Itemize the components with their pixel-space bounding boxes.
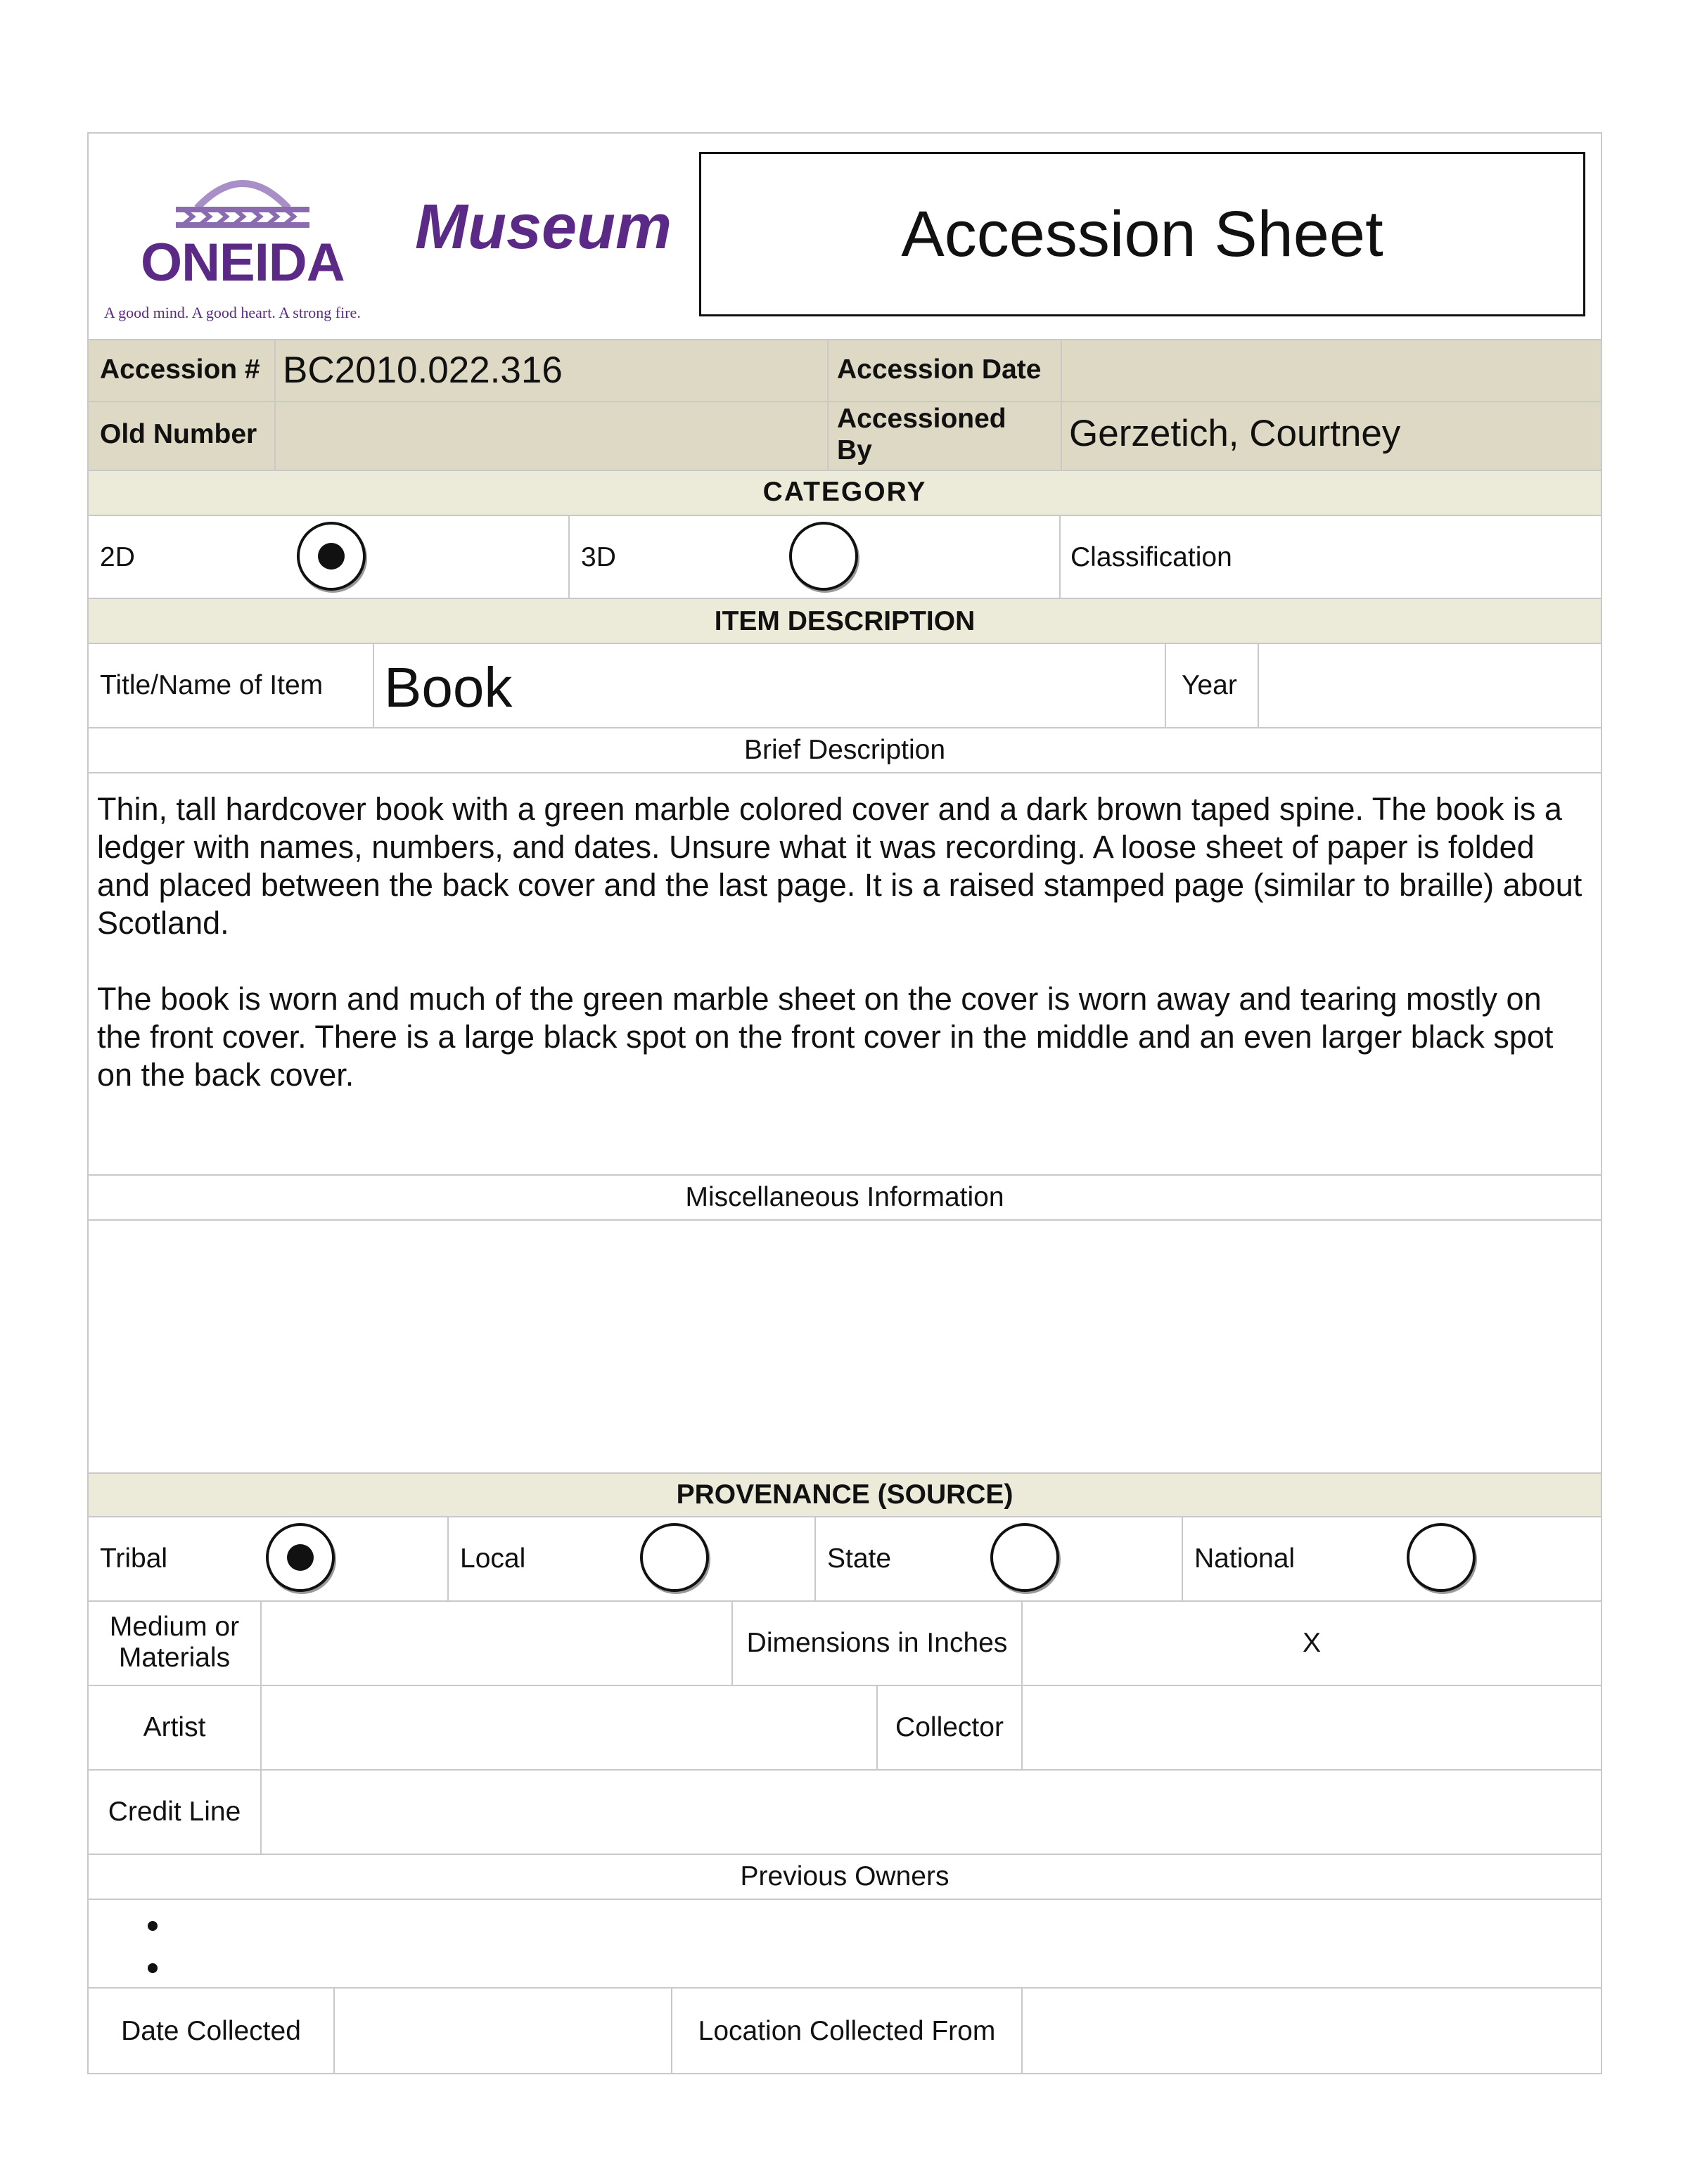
misc-info-label: Miscellaneous Information: [685, 1182, 1004, 1212]
location-collected-field[interactable]: [1023, 1989, 1601, 2073]
accession-number-value[interactable]: BC2010.022.316: [283, 349, 563, 391]
misc-info-field[interactable]: [89, 1221, 1601, 1472]
provenance-state-radio[interactable]: [990, 1523, 1059, 1592]
medium-label: Medium or Materials: [109, 1612, 240, 1673]
title-value[interactable]: Book: [384, 656, 513, 719]
previous-owners-field[interactable]: [169, 1906, 1597, 1983]
category-3d-radio[interactable]: [789, 522, 858, 591]
accessioned-by-value[interactable]: Gerzetich, Courtney: [1069, 413, 1401, 454]
accession-date-label: Accession Date: [837, 354, 1042, 385]
credit-line-field[interactable]: [262, 1771, 1601, 1854]
title-label: Title/Name of Item: [100, 670, 324, 700]
previous-owners-label: Previous Owners: [740, 1861, 950, 1891]
old-number-label: Old Number: [100, 419, 257, 449]
date-collected-field[interactable]: [335, 1989, 671, 2073]
year-label: Year: [1182, 670, 1237, 700]
medium-field[interactable]: [262, 1602, 731, 1685]
description-paragraph-2: The book is worn and much of the green marble sheet on the cover is worn away and tearing mostly on the front cover. There is a large black spot on the front cover in the middle and an even larger black spot on the back cover.: [97, 981, 1554, 1093]
provenance-tribal-radio[interactable]: [266, 1523, 335, 1592]
oneida-logo-arch-icon: [169, 166, 316, 236]
previous-owner-bullet-1: [148, 1921, 158, 1931]
provenance-national-label: National: [1194, 1543, 1296, 1574]
classification-label: Classification: [1070, 542, 1232, 572]
provenance-tribal-label: Tribal: [100, 1543, 168, 1574]
org-name: ONEIDA: [141, 233, 345, 293]
sheet-title: Accession Sheet: [699, 152, 1585, 316]
credit-line-label: Credit Line: [108, 1797, 241, 1827]
category-2d-label: 2D: [100, 542, 135, 572]
location-collected-label: Location Collected From: [698, 2016, 996, 2046]
artist-field[interactable]: [262, 1686, 876, 1769]
accessioned-by-label: Accessioned By: [837, 404, 1006, 465]
category-2d-radio[interactable]: [297, 522, 366, 591]
tagline: A good mind. A good heart. A strong fire.: [104, 304, 361, 321]
description-paragraph-1: Thin, tall hardcover book with a green marble colored cover and a dark brown taped spine. The book is a ledger with names, numbers, and dates. Unsure what it was recording. A loose sheet of paper is folded and placed between the back cover and the last page. It is a raised stamped page (similar to braille) about Scotland.: [97, 791, 1582, 941]
item-heading: ITEM DESCRIPTION: [714, 606, 976, 636]
provenance-state-label: State: [827, 1543, 892, 1574]
collector-label: Collector: [895, 1712, 1004, 1742]
museum-label: Museum: [415, 192, 672, 262]
dimensions-label: Dimensions in Inches: [746, 1628, 1008, 1658]
provenance-heading: PROVENANCE (SOURCE): [676, 1479, 1014, 1510]
previous-owner-bullet-2: [148, 1963, 158, 1973]
provenance-local-radio[interactable]: [640, 1523, 709, 1592]
provenance-national-radio[interactable]: [1407, 1523, 1476, 1592]
brief-description-label: Brief Description: [743, 735, 946, 765]
brief-description-text[interactable]: [97, 790, 1588, 1132]
artist-label: Artist: [143, 1712, 206, 1742]
provenance-local-label: Local: [460, 1543, 526, 1574]
dimensions-field[interactable]: X: [1302, 1628, 1321, 1658]
category-3d-label: 3D: [581, 542, 616, 572]
collector-field[interactable]: [1023, 1686, 1601, 1769]
date-collected-label: Date Collected: [121, 2016, 301, 2046]
accession-number-label: Accession #: [100, 354, 260, 385]
category-heading: CATEGORY: [762, 477, 927, 507]
